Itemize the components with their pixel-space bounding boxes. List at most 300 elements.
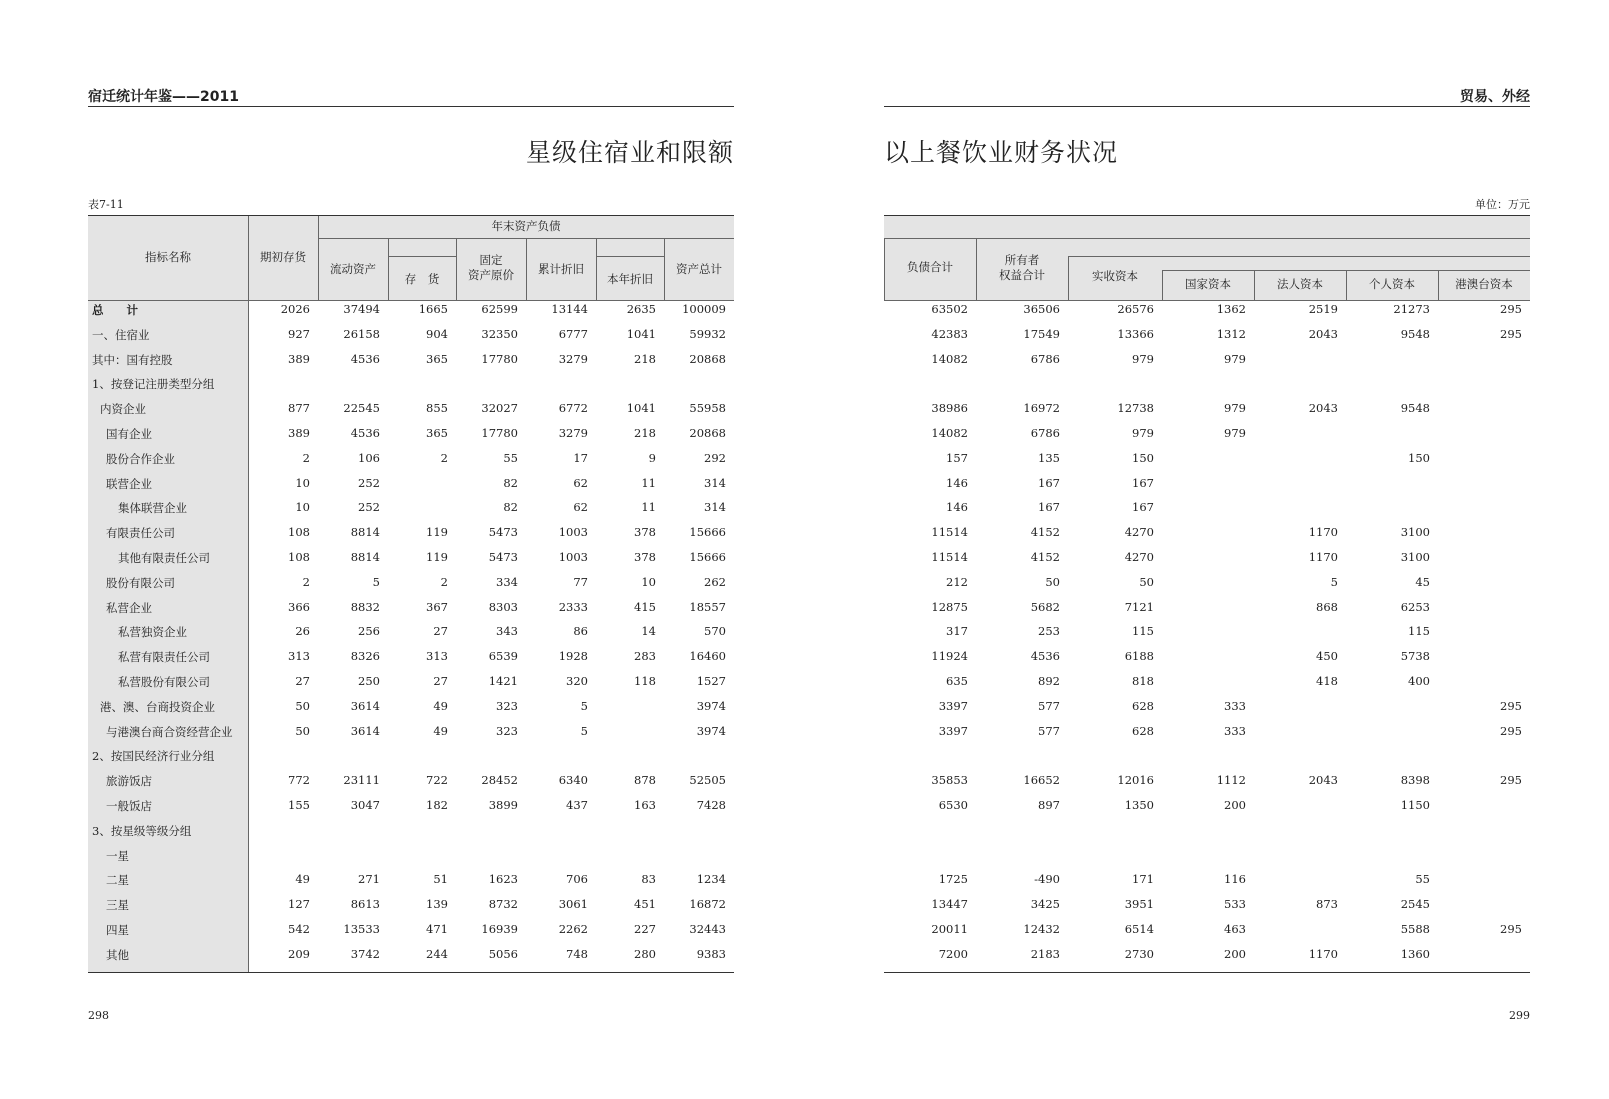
table-cell: 542	[288, 922, 310, 936]
table-cell: 314	[704, 475, 726, 490]
table-cell: 1170	[1308, 946, 1338, 961]
header-current-assets: 流动资产	[330, 262, 376, 276]
header-total-assets: 资产总计	[676, 262, 722, 276]
table-cell: 979	[1132, 426, 1154, 440]
table-cell: 16652	[1023, 773, 1060, 788]
row-label: 国有企业	[106, 427, 152, 441]
table-cell: 51	[433, 872, 448, 887]
table-number: 表7-11	[88, 198, 124, 211]
page-number-right: 299	[1509, 1009, 1530, 1022]
table-cell: 200	[1224, 798, 1246, 812]
table-cell: 6188	[1124, 649, 1154, 664]
row-label: 三星	[106, 898, 129, 913]
header-inventory: 存 货	[404, 272, 440, 286]
table-cell: 577	[1038, 698, 1060, 713]
table-cell: 20868	[689, 426, 726, 440]
table-cell: 42383	[931, 326, 968, 341]
table-cell: 5473	[488, 550, 518, 564]
table-cell: 116	[1224, 872, 1246, 887]
table-cell: 3951	[1124, 897, 1154, 912]
table-cell: 182	[426, 798, 448, 812]
table-cell: 227	[634, 922, 656, 936]
table-cell: 3061	[558, 897, 588, 912]
right-table-bottom-rule	[884, 972, 1530, 973]
table-cell: 2026	[280, 302, 310, 316]
table-cell: 280	[634, 946, 656, 961]
table-cell: 451	[634, 897, 656, 912]
table-cell: 283	[634, 649, 656, 664]
table-cell: 389	[288, 351, 310, 366]
table-cell: 55	[503, 450, 518, 465]
page-title-right: 以上餐饮业财务状况	[884, 138, 1119, 167]
table-cell: 12016	[1117, 773, 1154, 788]
header-divider	[388, 238, 389, 300]
table-cell: 628	[1132, 698, 1154, 713]
table-cell: 16939	[481, 922, 518, 936]
row-label: 私营股份有限公司	[118, 675, 210, 689]
table-cell: 313	[426, 649, 448, 664]
row-label: 二星	[106, 873, 129, 888]
table-cell: 115	[1408, 624, 1430, 639]
table-cell: 320	[566, 674, 588, 688]
row-label: 四星	[106, 923, 129, 937]
table-cell: 1234	[696, 872, 726, 887]
table-cell: 244	[426, 946, 448, 961]
table-cell: 323	[496, 723, 518, 738]
left-header-bottom-rule	[88, 300, 734, 301]
table-cell: 1170	[1308, 550, 1338, 564]
table-cell: 13533	[343, 922, 380, 936]
table-cell: 45	[1415, 574, 1430, 589]
left-table-top-rule	[88, 215, 734, 216]
right-group-rule	[884, 238, 1530, 239]
table-cell: 150	[1408, 450, 1430, 465]
table-cell: 8814	[350, 525, 380, 540]
table-cell: 59932	[689, 326, 726, 341]
table-cell: 2043	[1308, 773, 1338, 788]
table-cell: 1041	[626, 401, 656, 416]
table-cell: 135	[1038, 450, 1060, 465]
table-cell: 83	[641, 872, 656, 887]
table-cell: 32027	[481, 401, 518, 416]
table-cell: 1041	[626, 326, 656, 341]
row-label: 私营独资企业	[118, 625, 187, 640]
table-cell: 119	[426, 525, 448, 540]
header-accumulated-depreciation: 累计折旧	[538, 262, 584, 276]
table-cell: 450	[1316, 649, 1338, 664]
table-cell: 15666	[689, 525, 726, 540]
table-cell: 218	[634, 351, 656, 366]
table-cell: 1360	[1400, 946, 1430, 961]
table-cell: 14082	[931, 426, 968, 440]
table-cell: 295	[1500, 723, 1522, 738]
row-label: 内资企业	[100, 402, 146, 417]
header-legal-person-capital: 法人资本	[1277, 277, 1323, 291]
table-cell: 628	[1132, 723, 1154, 738]
table-cell: 295	[1500, 326, 1522, 341]
table-cell: 36506	[1023, 302, 1060, 316]
table-cell: 139	[426, 897, 448, 912]
table-cell: 334	[496, 574, 518, 589]
table-cell: 12432	[1023, 922, 1060, 936]
table-cell: 108	[288, 525, 310, 540]
row-label: 旅游饭店	[106, 774, 152, 789]
table-cell: 317	[946, 624, 968, 639]
table-cell: 55958	[689, 401, 726, 416]
table-cell: 3100	[1400, 550, 1430, 564]
table-cell: 32443	[689, 922, 726, 936]
table-cell: 2	[302, 574, 310, 589]
table-cell: 14	[641, 624, 656, 639]
table-cell: 2043	[1308, 401, 1338, 416]
table-cell: 49	[433, 698, 448, 713]
table-cell: 706	[566, 872, 588, 887]
table-cell: 2635	[626, 302, 656, 316]
table-cell: 119	[426, 550, 448, 564]
inventory-sub-rule	[388, 256, 456, 257]
table-cell: 313	[288, 649, 310, 664]
table-cell: 256	[358, 624, 380, 639]
header-fixed-assets-line2: 资产原价	[468, 268, 514, 282]
table-cell: 2262	[558, 922, 588, 936]
table-cell: 5588	[1400, 922, 1430, 936]
table-cell: 2730	[1124, 946, 1154, 961]
table-cell: 200	[1224, 946, 1246, 961]
table-cell: 2333	[558, 599, 588, 614]
table-cell: 323	[496, 698, 518, 713]
table-cell: 873	[1316, 897, 1338, 912]
table-cell: 11924	[931, 649, 968, 664]
table-cell: 3614	[350, 723, 380, 738]
table-cell: 8398	[1400, 773, 1430, 788]
table-cell: 6340	[558, 773, 588, 788]
table-cell: 32350	[481, 326, 518, 341]
table-cell: 7121	[1124, 599, 1154, 614]
table-cell: 333	[1224, 698, 1246, 713]
table-cell: 22545	[343, 401, 380, 416]
table-cell: 979	[1224, 401, 1246, 416]
table-cell: 367	[426, 599, 448, 614]
table-cell: 855	[426, 401, 448, 416]
table-cell: 167	[1038, 475, 1060, 490]
table-cell: 3974	[696, 698, 726, 713]
table-cell: 1362	[1216, 302, 1246, 316]
table-cell: 4270	[1124, 525, 1154, 540]
table-cell: 5	[580, 723, 588, 738]
table-cell: 4536	[1030, 649, 1060, 664]
header-hmt-capital: 港澳台资本	[1455, 277, 1513, 291]
table-cell: 1527	[696, 674, 726, 688]
table-cell: 14082	[931, 351, 968, 366]
table-cell: 118	[634, 674, 656, 688]
table-cell: 378	[634, 525, 656, 540]
table-cell: 635	[946, 674, 968, 688]
table-cell: 38986	[931, 401, 968, 416]
table-cell: 6786	[1030, 351, 1060, 366]
table-cell: 979	[1224, 426, 1246, 440]
table-cell: -490	[1034, 872, 1060, 887]
table-cell: 13144	[551, 302, 588, 316]
table-cell: 577	[1038, 723, 1060, 738]
row-label: 有限责任公司	[106, 526, 175, 541]
header-state-capital: 国家资本	[1185, 277, 1231, 291]
right-table-top-rule	[884, 215, 1530, 216]
table-cell: 6514	[1124, 922, 1154, 936]
header-rule-left	[88, 106, 734, 107]
table-cell: 50	[295, 698, 310, 713]
table-cell: 437	[566, 798, 588, 812]
header-paid-in-capital: 实收资本	[1092, 269, 1138, 283]
table-cell: 1623	[488, 872, 518, 887]
unit-label: 单位：万元	[1475, 198, 1530, 211]
table-cell: 35853	[931, 773, 968, 788]
table-cell: 868	[1316, 599, 1338, 614]
table-cell: 49	[433, 723, 448, 738]
header-owners-equity-line1: 所有者	[1004, 253, 1040, 267]
table-cell: 333	[1224, 723, 1246, 738]
table-cell: 108	[288, 550, 310, 564]
table-cell: 365	[426, 426, 448, 440]
table-cell: 7200	[938, 946, 968, 961]
running-head-left: 宿迁统计年鉴——2011	[88, 89, 239, 105]
year-depr-sub-rule	[596, 256, 664, 257]
row-label: 3、按星级等级分组	[92, 823, 192, 838]
table-cell: 9	[648, 450, 656, 465]
row-label: 私营有限责任公司	[118, 650, 210, 665]
header-rule-right	[884, 106, 1530, 107]
table-cell: 167	[1038, 500, 1060, 515]
row-label: 一、住宿业	[92, 327, 150, 342]
row-label: 与港澳台商合资经营企业	[106, 724, 233, 739]
row-label: 其他	[106, 947, 129, 962]
table-cell: 82	[503, 475, 518, 490]
table-cell: 5738	[1400, 649, 1430, 664]
table-cell: 3279	[558, 351, 588, 366]
table-cell: 115	[1132, 624, 1154, 639]
header-owners-equity-line2: 权益合计	[999, 268, 1045, 282]
table-cell: 979	[1132, 351, 1154, 366]
table-cell: 9383	[696, 946, 726, 961]
table-cell: 295	[1500, 773, 1522, 788]
table-cell: 18557	[689, 599, 726, 614]
table-cell: 9548	[1400, 401, 1430, 416]
table-cell: 4152	[1030, 525, 1060, 540]
table-cell: 62	[573, 475, 588, 490]
table-cell: 3047	[350, 798, 380, 812]
table-cell: 570	[704, 624, 726, 639]
table-cell: 77	[573, 574, 588, 589]
table-cell: 8303	[488, 599, 518, 614]
table-cell: 5	[372, 574, 380, 589]
table-cell: 171	[1132, 872, 1154, 887]
right-header-bottom-rule	[884, 300, 1530, 301]
table-cell: 415	[634, 599, 656, 614]
table-cell: 155	[288, 798, 310, 812]
table-cell: 1928	[558, 649, 588, 664]
table-cell: 10	[295, 475, 310, 490]
table-cell: 10	[295, 500, 310, 515]
table-cell: 389	[288, 426, 310, 440]
table-cell: 897	[1038, 798, 1060, 812]
table-cell: 11	[641, 475, 656, 490]
row-label: 联营企业	[106, 476, 152, 491]
table-cell: 3974	[696, 723, 726, 738]
table-cell: 4270	[1124, 550, 1154, 564]
table-cell: 292	[704, 450, 726, 465]
table-cell: 904	[426, 326, 448, 341]
table-cell: 4536	[350, 351, 380, 366]
table-cell: 772	[288, 773, 310, 788]
table-cell: 17780	[481, 426, 518, 440]
table-cell: 1003	[558, 525, 588, 540]
left-table-bottom-rule	[88, 972, 734, 973]
table-cell: 16972	[1023, 401, 1060, 416]
table-cell: 6530	[938, 798, 968, 812]
table-cell: 146	[946, 475, 968, 490]
table-cell: 167	[1132, 475, 1154, 490]
table-cell: 3425	[1030, 897, 1060, 912]
table-cell: 295	[1500, 302, 1522, 316]
table-cell: 50	[1139, 574, 1154, 589]
header-opening-inventory: 期初存货	[260, 250, 306, 264]
table-cell: 877	[288, 401, 310, 416]
table-cell: 2545	[1400, 897, 1430, 912]
table-cell: 17	[573, 450, 588, 465]
table-cell: 3899	[488, 798, 518, 812]
table-cell: 471	[426, 922, 448, 936]
table-cell: 3397	[938, 723, 968, 738]
table-cell: 3279	[558, 426, 588, 440]
table-cell: 5473	[488, 525, 518, 540]
table-cell: 86	[573, 624, 588, 639]
header-fixed-assets-line1: 固定	[479, 253, 503, 267]
table-cell: 16460	[689, 649, 726, 664]
table-cell: 212	[946, 574, 968, 589]
table-cell: 295	[1500, 922, 1522, 936]
table-cell: 343	[496, 624, 518, 639]
table-cell: 3397	[938, 698, 968, 713]
table-cell: 27	[433, 674, 448, 688]
row-label: 其他有限责任公司	[118, 551, 210, 565]
table-cell: 28452	[481, 773, 518, 788]
table-cell: 11514	[931, 525, 968, 540]
row-label: 集体联营企业	[118, 501, 187, 516]
table-cell: 1421	[488, 674, 518, 688]
table-cell: 252	[358, 475, 380, 490]
paid-in-group-rule	[1068, 256, 1530, 257]
table-cell: 21273	[1393, 302, 1430, 316]
table-cell: 4536	[350, 426, 380, 440]
table-cell: 418	[1316, 674, 1338, 688]
table-cell: 218	[634, 426, 656, 440]
header-year-depreciation: 本年折旧	[607, 272, 653, 286]
table-cell: 295	[1500, 698, 1522, 713]
header-individual-capital: 个人资本	[1369, 277, 1415, 291]
table-cell: 49	[295, 872, 310, 887]
table-cell: 1003	[558, 550, 588, 564]
table-cell: 8832	[350, 599, 380, 614]
table-cell: 722	[426, 773, 448, 788]
table-cell: 1170	[1308, 525, 1338, 540]
table-cell: 878	[634, 773, 656, 788]
table-cell: 1112	[1216, 773, 1246, 788]
table-cell: 8326	[350, 649, 380, 664]
table-cell: 63502	[931, 302, 968, 316]
table-cell: 6777	[558, 326, 588, 341]
row-label: 一星	[106, 848, 129, 863]
table-cell: 4152	[1030, 550, 1060, 564]
table-cell: 50	[295, 723, 310, 738]
table-cell: 8732	[488, 897, 518, 912]
table-cell: 8613	[350, 897, 380, 912]
table-cell: 252	[358, 500, 380, 515]
table-cell: 62599	[481, 302, 518, 316]
table-cell: 818	[1132, 674, 1154, 688]
table-cell: 5	[580, 698, 588, 713]
table-cell: 17780	[481, 351, 518, 366]
table-cell: 127	[288, 897, 310, 912]
table-cell: 2	[440, 450, 448, 465]
table-cell: 250	[358, 674, 380, 688]
table-cell: 13447	[931, 897, 968, 912]
page-title-left: 星级住宿业和限额	[525, 138, 734, 167]
table-cell: 55	[1415, 872, 1430, 887]
table-cell: 146	[946, 500, 968, 515]
table-cell: 37494	[343, 302, 380, 316]
table-cell: 23111	[343, 773, 380, 788]
table-cell: 271	[358, 872, 380, 887]
table-cell: 11514	[931, 550, 968, 564]
table-cell: 157	[946, 450, 968, 465]
row-label: 其中：国有控股	[92, 352, 173, 367]
row-label: 股份合作企业	[106, 451, 175, 466]
header-total-liabilities: 负债合计	[907, 260, 953, 274]
table-cell: 3614	[350, 698, 380, 713]
table-cell: 1350	[1124, 798, 1154, 812]
row-label: 一般饭店	[106, 799, 152, 813]
table-cell: 400	[1408, 674, 1430, 688]
row-label: 股份有限公司	[106, 575, 175, 590]
table-cell: 100009	[682, 302, 726, 316]
table-cell: 17549	[1023, 326, 1060, 341]
running-head-right: 贸易、外经	[1460, 89, 1530, 105]
table-cell: 8814	[350, 550, 380, 564]
row-label: 总 计	[92, 303, 138, 317]
table-cell: 26	[295, 624, 310, 639]
header-indicator-name: 指标名称	[145, 250, 191, 264]
table-cell: 979	[1224, 351, 1246, 366]
table-cell: 262	[704, 574, 726, 589]
row-label: 私营企业	[106, 600, 152, 615]
table-cell: 366	[288, 599, 310, 614]
table-cell: 20868	[689, 351, 726, 366]
table-cell: 3100	[1400, 525, 1430, 540]
table-cell: 1725	[938, 872, 968, 887]
table-cell: 26576	[1117, 302, 1154, 316]
table-cell: 50	[1045, 574, 1060, 589]
table-cell: 2	[440, 574, 448, 589]
table-cell: 5	[1330, 574, 1338, 589]
table-cell: 82	[503, 500, 518, 515]
table-cell: 163	[634, 798, 656, 812]
table-cell: 533	[1224, 897, 1246, 912]
table-cell: 26158	[343, 326, 380, 341]
header-year-end-group: 年末资产负债	[491, 219, 561, 233]
table-cell: 52505	[689, 773, 726, 788]
table-cell: 927	[288, 326, 310, 341]
table-cell: 15666	[689, 550, 726, 564]
table-cell: 62	[573, 500, 588, 515]
